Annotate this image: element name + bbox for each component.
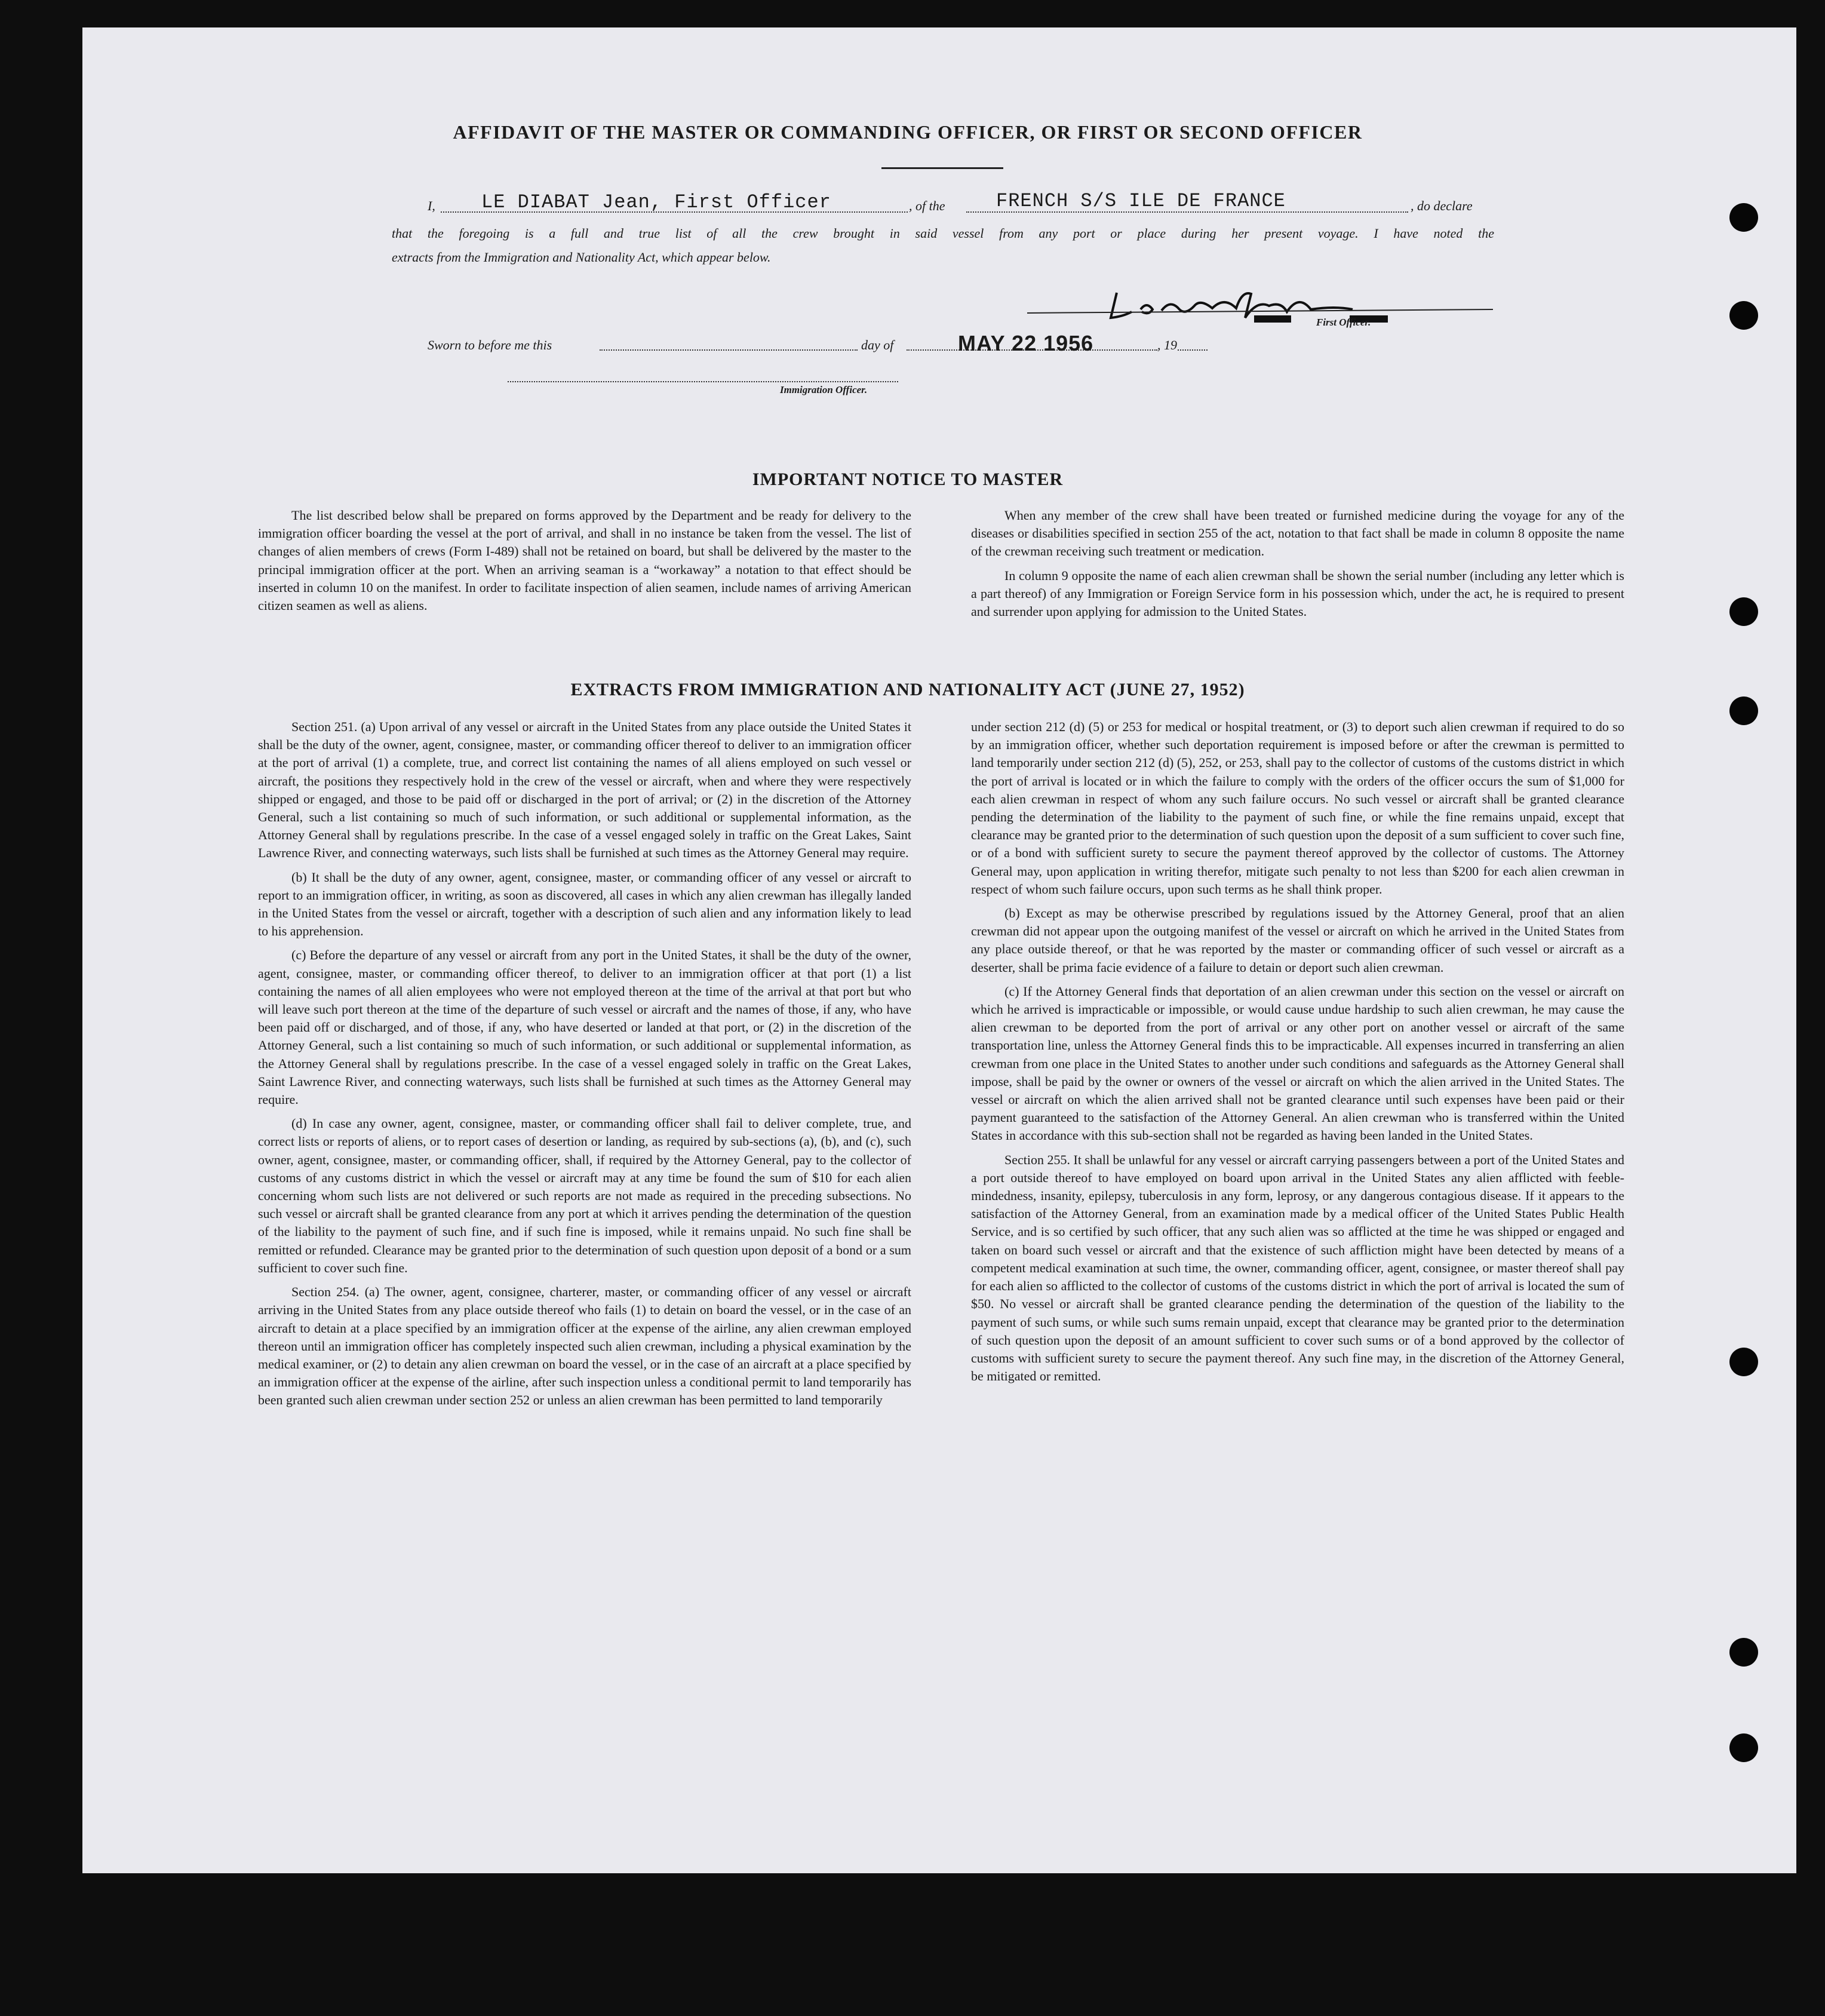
section-paragraph: (c) Before the departure of any vessel or aircraft from any port in the United States, it shall be the duty of the owner, agent, consignee, master, or commanding officer thereof, to deliver to an immigration officer at that port (1) a list containing the names of all alien employees who were not employed thereon at the time of the arrival at that port but who will leave such port thereon at the time of the departure of such vessel or aircraft and the names of those, if any, who have been paid off or discharged, and of those, if any, who have deserted or landed at that port, or (2) in the discretion of the Attorney General, such a list containing so much of such information, or such additional or supplemental information, as the Attorney General shall by regulations prescribe. In the case of a vessel engaged solely in traffic on the Great Lakes, Saint Lawrence River, and connecting waterways, such lists shall be furnished at such times as the Attorney General may require. — [258, 947, 911, 1107]
year-line — [1178, 349, 1208, 351]
day-of-label: day of — [861, 337, 894, 352]
vessel-name: FRENCH S/S ILE DE FRANCE — [996, 190, 1286, 212]
affidavit-title: AFFIDAVIT OF THE MASTER OR COMMANDING OFFICER, OR FIRST OR SECOND OFFICER — [453, 121, 1363, 143]
immigration-officer-caption: Immigration Officer. — [780, 384, 868, 395]
binder-hole — [1729, 597, 1758, 626]
section-paragraph: Section 255. It shall be unlawful for any vessel or aircraft carrying passengers between a port of the United States and a port outside thereof to have employed on board upon arrival in the United States any alien afflicted with feeble-mindedness, insanity, epilepsy, tuberculosis in any form, leprosy, or any dangerous contagious disease. If it appears to the satisfaction of the Attorney General, from an examination made by a medical officer of the United States Public Health Service, and is so certified by such officer, that any such alien was so afflicted at the time he was shipped or engaged and taken on board such vessel or aircraft and that the existence of such affliction might have been detected by means of a competent medical examination at such time, the owner, commanding officer, agent, consignee, or master thereof shall pay for each alien so afflicted to the collector of customs of the customs district in which the port of arrival is located the sum of $50. No vessel or aircraft shall be granted clearance pending the determination of the question of the liability to the payment of such sums, or while such sums remain unpaid, except that clearance may be granted prior to the determination of such question upon the deposit of an amount sufficient to cover such sums or of a bond approved by the collector of customs with sufficient surety to secure the payment thereof. Any such fine may, in the discretion of the Attorney General, be mitigated or remitted. — [971, 1152, 1624, 1384]
section-paragraph: under section 212 (d) (5) or 253 for medical or hospital treatment, or (3) to deport such alien crewman if required to do so by an immigration officer, whether such deportation requirement is imposed before or after the crewman is permitted to land temporarily under section 212 (d) (5), 252, or 253, shall pay to the collector of customs of the customs district in which the port of arrival is located or in which the failure to comply with the orders of the officer occurs the sum of $1,000 for each alien crewman in respect of whom any such failure occurs. No such vessel or aircraft shall be granted clearance pending the determination of the liability to the payment of such fine, or while the fine remains unpaid, except that clearance may be granted prior to the determination of such question upon the deposit of a sum sufficient to cover such fine, or of a bond with sufficient surety to secure the payment thereof approved by the collector of customs. The Attorney General may, upon application in writing therefor, mitigate such penalty to not less than $200 for each alien crewman in respect of whom such failure occurs, upon such terms as he shall think proper. — [971, 719, 1624, 897]
of-the-label: , of the — [909, 198, 945, 213]
i-label: I, — [428, 198, 435, 213]
notice-paragraph: When any member of the crew shall have been treated or furnished medicine during the voyage for any of the diseases or disabilities specified in section 255 of the act, notation to that fact shall be made in column 8 opposite the name of the crewman receiving such treatment or medication. — [971, 508, 1624, 559]
officer-signature — [1027, 281, 1493, 329]
officer-caption: First Officer. — [1316, 317, 1371, 328]
do-declare-label: , do declare — [1411, 198, 1473, 213]
date-stamp: MAY 22 1956 — [958, 331, 1094, 355]
notice-left-column — [258, 507, 911, 621]
section-paragraph: Section 254. (a) The owner, agent, consignee, charterer, master, or commanding officer of any vessel or aircraft arriving in the United States from any place outside thereof who fails (1) to detain on board the vessel, or in the case of an aircraft to detain at a place specified by an immigration officer at the expense of the airline, any alien crewman employed thereon until an immigration officer has completely inspected such alien crewman, including a physical examination by the medical examiner, or (2) to detain any alien crewman on board the vessel, or in the case of an aircraft at a place specified by an immigration officer at the expense of the airline, after such inspection unless a conditional permit to land temporarily has been granted such alien crewman under section 252 or unless an alien crewman has been permitted to land temporarily — [258, 1284, 911, 1408]
section-paragraph: (d) In case any owner, agent, consignee, master, or commanding officer shall fail to deliver complete, true, and correct lists or reports of aliens, or to report cases of desertion or landing, as required by sub-sections (a), (b), and (c), such owner, agent, consignee, master, or commanding officer, shall, if required by the Attorney General, pay to the collector of customs of any customs district in which the vessel or aircraft may at any time be found the sum of $10 for each alien concerning whom such lists are not delivered or such reports are not made as required in the preceding subsections. No such vessel or aircraft shall be granted clearance from any port at which it arrives pending the determination of the question of the liability to the payment of such fine, and if such fine is imposed, while it remains unpaid. No such fine shall be remitted or refunded. Clearance may be granted prior to the determination of such question upon deposit of a bond or a sum sufficient to cover such fine. — [258, 1116, 911, 1275]
section-paragraph: (b) Except as may be otherwise prescribed by regulations issued by the Attorney General, proof that an alien crewman did not appear upon the outgoing manifest of the vessel or aircraft on which he arrived in the United States from any place outside thereof, or that he was reported by the master or commanding officer of such vessel or aircraft as a deserter, shall be prima facie evidence of a failure to detain or deport such alien crewman. — [971, 906, 1624, 975]
declarant-name: LE DIABAT Jean, First Officer — [481, 191, 831, 213]
binder-hole — [1729, 1348, 1758, 1376]
title-underline — [881, 167, 1003, 169]
binder-hole — [1729, 696, 1758, 725]
sworn-label: Sworn to before me this — [428, 337, 552, 352]
extracts-right-column — [971, 718, 1624, 1391]
extracts-left-column — [258, 718, 911, 1416]
notice-paragraph: In column 9 opposite the name of each alien crewman shall be shown the serial number (including any letter which is a part thereof) of any Immigration or Foreign Service form in his possession which, under the act, he is required to present and surrender upon applying for admission to the United States. — [971, 567, 1624, 619]
notice-heading: IMPORTANT NOTICE TO MASTER — [752, 470, 1064, 489]
binder-hole — [1729, 301, 1758, 330]
declaration-text-line2: extracts from the Immigration and Nationality Act, which appear below. — [392, 250, 771, 265]
binder-hole — [1729, 1733, 1758, 1762]
notice-paragraph: The list described below shall be prepared on forms approved by the Department and be ready for delivery to the immigration officer boarding the vessel at the port of arrival, and shall in no instance be taken from the vessel. The list of changes of alien members of crews (Form I-489) shall not be retained on board, but shall be delivered by the master to the principal immigration officer at the port. When an arriving seaman is a “workaway” a notation to that effect should be inserted in column 10 on the manifest. In order to facilitate inspection of alien seamen, include names of arriving American citizen seamen as well as aliens. — [258, 508, 911, 613]
extracts-heading: EXTRACTS FROM IMMIGRATION AND NATIONALITY ACT (JUNE 27, 1952) — [570, 680, 1245, 699]
year-prefix: , 19 — [1157, 337, 1177, 352]
binder-hole — [1729, 203, 1758, 232]
section-paragraph: (b) It shall be the duty of any owner, agent, consignee, master, or commanding officer of any vessel or aircraft to report to an immigration officer, in writing, as soon as discovered, all cases in which any alien crewman has illegally landed in the United States from the vessel or aircraft, together with a description of such alien and any information likely to lead to his apprehension. — [258, 869, 911, 939]
section-paragraph: Section 251. (a) Upon arrival of any vessel or aircraft in the United States from any place outside the United States it shall be the duty of the owner, agent, consignee, master, or commanding officer thereof to deliver to an immigration officer at the port of arrival (1) a complete, true, and correct list containing the names of all aliens employed on such vessel or aircraft, the positions they respectively hold in the crew of the vessel or aircraft, when and where they were respectively shipped or engaged, and those to be paid off or discharged in the port of arrival; or (2) in the discretion of the Attorney General, such a list containing so much of such information, or such additional or supplemental information, as the Attorney General shall by regulations prescribe. In the case of a vessel engaged solely in traffic on the Great Lakes, Saint Lawrence River, and connecting waterways, such lists shall be furnished at such times as the Attorney General may require. — [258, 719, 911, 861]
immigration-officer-line — [508, 381, 898, 382]
binder-hole — [1729, 1638, 1758, 1667]
notice-right-column — [971, 507, 1624, 627]
sworn-day-line — [600, 349, 858, 351]
declaration-text-line1: that the foregoing is a full and true list of all the crew brought in said vessel from any port or place during her present voyage. I have noted the — [392, 226, 1494, 241]
section-paragraph: (c) If the Attorney General finds that deportation of an alien crewman under this section on the vessel or aircraft on which he arrived is impracticable or impossible, or would cause undue hardship to such alien crewman, he may cause the alien crewman to be deported from the port of arrival or any other port on another vessel or aircraft of the same transportation line, unless the Attorney General finds this to be impracticable. All expenses incurred in transferring an alien crewman from one place in the United States to another under such conditions and safeguards as the Attorney General shall impose, shall be paid by the owner or owners of the vessel or aircraft on which the alien arrived in the United States. The vessel or aircraft on which the alien arrived shall not be granted clearance until such expenses have been paid or their payment guaranteed to the satisfaction of the Attorney General. An alien crewman who is transferred within the United States in accordance with this sub-section shall not be regarded as having been landed in the United States. — [971, 983, 1624, 1143]
